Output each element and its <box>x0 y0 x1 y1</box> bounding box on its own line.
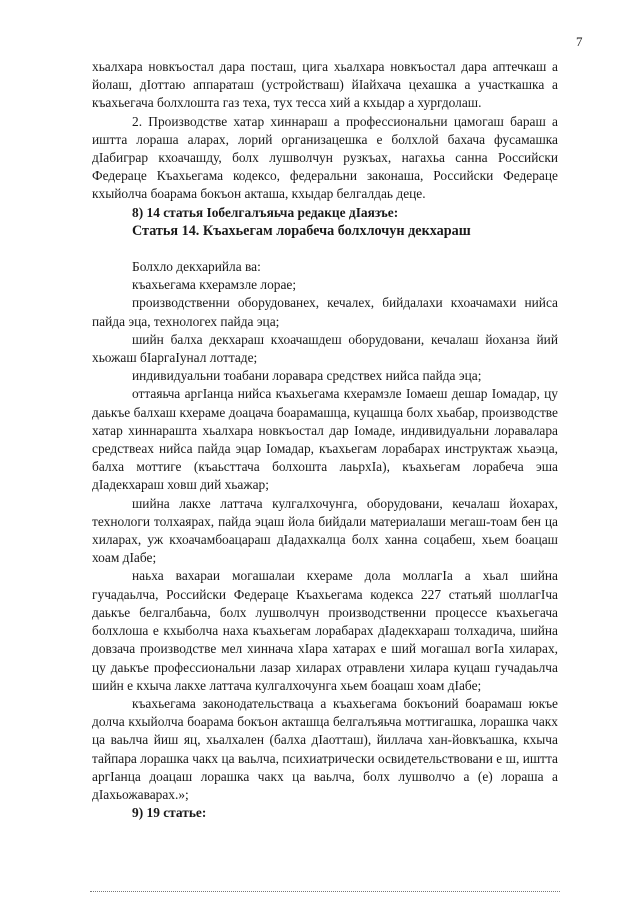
list-item: шийна лакхе латтача кулгалхочунга, оборудовани, кечалаш йохарах, технологи толхаярах, пайда эцаш йола бийдали материалаши мегаш-тоам бен ца хиларах, уж кхоачамбоацараш дІадахкалца болх ханна соцабеш, хьем боацаш хоам дІабе; <box>92 495 558 566</box>
document-body <box>92 58 558 822</box>
list-item: производственни оборудованех, кечалех, бийдалахи кхоачамахи нийса пайда эца, технологех пайда эца; <box>92 295 558 329</box>
list-item: оттаяьча аргІанца нийса къахьегама кхерамзле Іомаеш дешар Іомадар, цу даькъе балхаш кхераме доацача боарамашца, куцашца болх хьабар, производстве хатар хиннараштa хьалхара новкъостал дар Іомаде, индивидуальни лоравалара средствеах нийса пайда эцар Іомадар, къахьегам лорабарах инструктаж хьаэца, балха моттиге (къаьсттача болхошта лаьрхІа), къахьегам лорабеча эша дІадекхараш ховш дий хьажар; <box>92 386 558 493</box>
amendment-instruction-9: 9) 19 статье: <box>132 805 207 821</box>
article-14-heading: Статья 14. Къахьегам лорабеча болхлочун декхараш <box>132 222 471 239</box>
page-number: 7 <box>576 34 583 49</box>
amendment-instruction-8: 8) 14 статья Іобелгалъяьча редакце дӀаязъе: <box>132 204 399 220</box>
page-bottom-artifact <box>90 891 560 895</box>
list-intro: Болхло декхарийла ва: <box>132 259 261 275</box>
paragraph-continuation: хьалхара новкъостал дара посташ, цига хьалхара новкъостал дара аптечкаш а йолаш, дӀоттаю аппараташ (устройстваш) йӀайхача цехашка а участкашка а къахьегача болхлошта газ теха, тух тесса хий а кхыдар а хургдолаш. <box>92 59 558 111</box>
paragraph-item-2: 2. Производстве хатар хиннараш а профессиональни цамогаш бараш а иштта лораша аларах, лорий организацешка е болхлой бахача фусамашка дӀабиграр кхоачашду, болх лушволчун рузкъах, нагахьа санна Российски Федераце Къахьегама кодексо, федеральни законаша, Российски Федераце кхыйолча боарама бокъон акташа, кхыдар белгалдаь деце. <box>92 113 558 202</box>
list-item: наьха вахараи могашалаи кхераме дола моллагІа а хьал шийна гучадаьлча, Российски Федераце Къахьегама кодекса 227 статьяй шоллагІча даькъе белгалбаьча, болх лушволчун производственни процессе къахьегача болхлоша е кхыболча наха къахьегам лорабарах дІадекхараш толхадича, шийна довзача производстве мел хиннача хІара хатарах е ший могашал вогІа хиларах, цу даькъе профессиональни лазар хиларах отравлени хилара куцаш гучадаьлча шийн е кхыча лакхе латтача кулгалхочунга хьем боацаш хоам дІабе; <box>92 568 558 693</box>
list-item: къахьегама законодательстваца а къахьегама бокъоний боарамаш юкъе долча кхыйолча боарама бокъон акташца белгалъяьча моттигашка, лорашка чакх ца ваьлча йиш яц, хьалхален (балха дІаотташ), йиллача хан-йовкъашка, кхыча тайпара лорашка чакх ца ваьлча, психиатрически освидетельствовани е ш, иштта аргІанца доацаш лорашка чакх ца ваьлча, болх лушволчо а (е) лораша а дІахьожаварах.»; <box>92 695 558 802</box>
list-item: шийн балха декхараш кхоачашдеш оборудовани, кечалаш йоханза йий хьожаш бІаргаІунал лоттаде; <box>92 331 558 366</box>
spacer <box>92 240 558 258</box>
list-item: индивидуальни тоабани лоравара средствех нийса пайда эца; <box>132 368 482 384</box>
list-item: къахьегама кхерамзле лорае; <box>132 277 297 293</box>
